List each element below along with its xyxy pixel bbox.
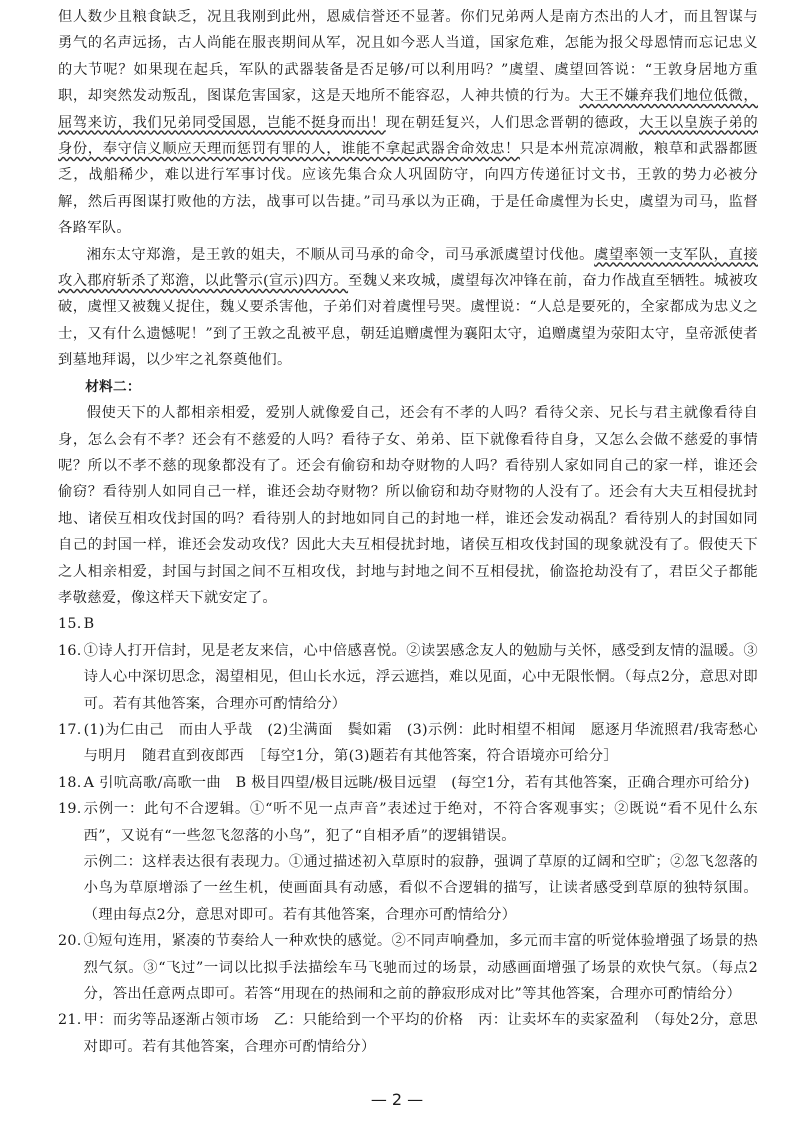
underlined-sentence: 大王不嫌弃我们地位低微，屈驾来访，我们兄弟同受国恩，岂能不挺身而出！ — [58, 88, 758, 131]
answer-18 — [58, 770, 758, 796]
answer-text: ①诗人打开信封，见是老友来信，心中倍感喜悦。②读罢感念友人的勉励与关怀，感受到友情的温暖。③诗人心中深切思念，渴望相见，但山长水远，浮云遮挡，难以见面，心中无限怅惘。（每点2分，意思对即可。若有其他答案，合理亦可酌情给分） — [83, 642, 758, 712]
material1-paragraph-2 — [58, 242, 758, 374]
answer-text: 示例一：此句不合逻辑。①“听不见一点声音”表述过于绝对，不符合客观事实；②既说“看不见什么东西”，又说有“一些忽飞忽落的小鸟”，犯了“自相矛盾”的逻辑错误。 示例二：这样表达很有表现力。①通过描述初入草原时的寂静，强调了草原的辽阔和空旷；②忽飞忽落的小鸟为草原增添了一丝生机，使画面具有动感，看似不合逻辑的描写，让读者感受到草原的独特氛围。（理由每点2分，意思对即可。若有其他答案，合理亦可酌情给分） — [83, 801, 758, 923]
material1-paragraph-1 — [58, 4, 758, 242]
answer-text: 甲：而劣等品逐渐占领市场 乙：只能给到一个平均的价格 丙：让卖坏车的卖家盈利 （每处2分，意思对即可。若有其他答案，合理亦可酌情给分） — [83, 1012, 758, 1055]
text-run: 但人数少且粮食缺乏，况且我刚到此州，恩威信誉还不显著。你们兄弟两人是南方杰出的人才，而且智谋与勇气的名声远扬，古人尚能在服丧期间从军，况且如今恶人当道，国家危难，怎能为报父母恩情而忘记忠义的大节呢？如果现在起兵，军队的武器装备是否足够/可以利用吗？”虞望、虞望回答说：“王敦身居地方重职，却突然发动叛乱，图谋危害国家，这是天地所不能容忍，人神共愤的行为。 — [58, 9, 758, 105]
material2-paragraph: 假使天下的人都相亲相爱，爱别人就像爱自己，还会有不孝的人吗？看待父亲、兄长与君主就像看待自身，怎么会有不孝？还会有不慈爱的人吗？看待子女、弟弟、臣下就像看待自身，又怎么会做不慈爱的事情呢？所以不孝不慈的现象都没有了。还会有偷窃和劫夺财物的人吗？看待别人家如同自己的家一样，谁还会偷窃？看待别人如同自己一样，谁还会劫夺财物？所以偷窃和劫夺财物的人没有了。还会有大夫互相侵扰封地、诸侯互相攻伐封国的吗？看待别人的封地如同自己的封地一样，谁还会发动祸乱？看待别人的封国如同自己的封国一样，谁还会发动攻伐？因此大夫互相侵扰封地，诸侯互相攻伐封国的现象就没有了。假使天下之人相亲相爱，封国与封国之间不互相攻伐，封地与封地之间不互相侵扰，偷盗抢劫没有了，君臣父子都能孝敬慈爱，像这样天下就安定了。 — [58, 405, 758, 606]
answer-21 — [58, 1007, 758, 1060]
underlined-sentence: 大王以皇族子弟的身份，奉守信义顺应天理而惩罚有罪的人，谁能不拿起武器舍命效忠！ — [58, 114, 758, 158]
answer-number: 18. — [58, 774, 82, 791]
answer-text: ①短句连用，紧凑的节奏给人一种欢快的感觉。②不同声响叠加，多元而丰富的听觉体验增强了场景的热烈气氛。③“飞过”一词以比拟手法描绘车马飞驰而过的场景，动感画面增强了场景的欢快气氛。（每点2分，答出任意两点即可。若答“用现在的热闹和之前的静寂形成对比”等其他答案，合理亦可酌情给分） — [83, 933, 758, 1003]
material2-heading: 材料二： — [85, 378, 141, 395]
answer-text: (1)为仁由己 而由人乎哉 (2)尘满面 鬓如霜 (3)示例：此时相望不相闻 愿逐月华流照君/我寄愁心与明月 随君直到夜郎西 ［每空1分，第(3)题若有其他答案，符合语境亦可给分］ — [83, 721, 758, 765]
answer-17 — [58, 717, 758, 770]
text-run: 湘东太守郑澹，是王敦的姐夫，不顺从司马承的命令，司马承派虞望讨伐他。 — [86, 246, 595, 263]
text-run: 至魏乂来攻城，虞望每次冲锋在前，奋力作战直至牺牲。城被攻破，虞悝又被魏乂捉住，魏乂要杀害他，子弟们对着虞悝号哭。虞悝说：“人总是要死的，全家都成为忠义之士，又有什么遗憾呢！”到了王敦之乱被平息，朝廷追赠虞悝为襄阳太守，追赠虞望为荥阳太守，皇帝派使者到墓地拜谒，以少牢之礼祭奠他们。 — [58, 273, 758, 369]
answer-15 — [58, 611, 758, 637]
answer-16 — [58, 638, 758, 717]
answer-number: 17. — [58, 721, 82, 738]
text-run: 现在朝廷复兴，人们思念晋朝的德政， — [385, 114, 640, 131]
answer-number: 19. — [58, 801, 82, 818]
answer-19 — [58, 796, 758, 928]
text-run: 只是本州荒凉凋敝，粮草和武器都匮乏，战船稀少，难以进行军事讨伐。应该先集合众人巩固防守，向四方传递征讨文书，王敦的势力必被分解，然后再图谋打败他的方法，战事可以告捷。”司马承以为正确，于是任命虞悝为长史，虞望为司马，监督各路军队。 — [58, 141, 758, 237]
answer-text: B — [83, 616, 95, 633]
answer-number: 15. — [58, 616, 82, 633]
answer-number: 20. — [58, 933, 82, 950]
page-number: — 2 — — [370, 1090, 424, 1109]
answer-number: 21. — [58, 1012, 82, 1029]
answer-text: A 引吭高歌/高歌一曲 B 极目四望/极目远眺/极目远望 (每空1分，若有其他答案，正确合理亦可给分) — [83, 774, 750, 791]
underlined-sentence: 虞望率领一支军队，直接攻入郡府斩杀了郑澹，以此警示(宣示)四方。 — [58, 246, 758, 290]
document-body — [58, 4, 758, 1060]
answer-20 — [58, 928, 758, 1007]
answer-number: 16. — [58, 642, 82, 659]
